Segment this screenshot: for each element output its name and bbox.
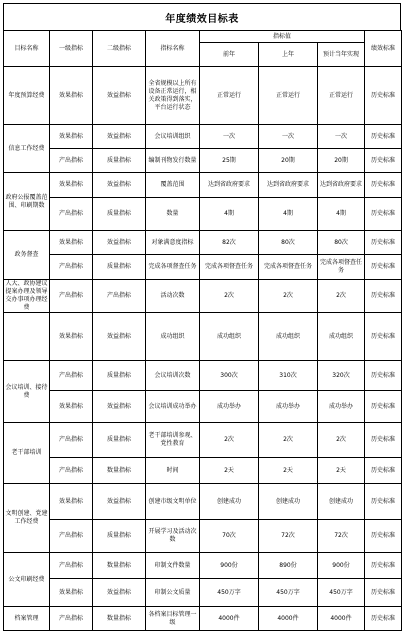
prev-year-cell: 300次 [200, 361, 259, 391]
last-year-cell: 20期 [259, 149, 318, 173]
indicator-name-cell: 完成各项督查任务 [146, 255, 200, 280]
table-row [4, 280, 402, 313]
performance-standard-cell: 历史标准 [365, 231, 402, 255]
performance-standard-cell: 历史标准 [365, 391, 402, 423]
level2-cell: 效益指标 [93, 125, 146, 149]
prev-year-cell: 450万字 [200, 579, 259, 607]
last-year-cell: 创建成功 [259, 484, 318, 520]
target-name-cell: 会议培训、接待费 [4, 361, 50, 423]
header-level2: 二级指标 [93, 31, 146, 67]
level1-cell: 效果指标 [50, 313, 93, 361]
performance-standard-cell: 历史标准 [365, 579, 402, 607]
indicator-name-cell: 印制文件数量 [146, 553, 200, 579]
last-year-cell: 一次 [259, 125, 318, 149]
last-year-cell: 成功组织 [259, 313, 318, 361]
header-expected-current: 预计当年实现 [318, 43, 365, 67]
table-row [4, 553, 402, 579]
table-row [4, 579, 402, 607]
last-year-cell: 450万字 [259, 579, 318, 607]
prev-year-cell: 82次 [200, 231, 259, 255]
table-row [4, 484, 402, 520]
level2-cell: 效益指标 [93, 67, 146, 125]
last-year-cell: 72次 [259, 520, 318, 553]
level1-cell: 产出指标 [50, 423, 93, 458]
last-year-cell: 2次 [259, 280, 318, 313]
target-name-cell: 文明创建、党建工作经费 [4, 484, 50, 553]
last-year-cell: 2天 [259, 458, 318, 484]
indicator-name-cell: 覆盖范围 [146, 173, 200, 198]
performance-standard-cell: 历史标准 [365, 67, 402, 125]
expected-current-cell: 320次 [318, 361, 365, 391]
expected-current-cell: 达到省政府要求 [318, 173, 365, 198]
prev-year-cell: 2天 [200, 458, 259, 484]
performance-standard-cell: 历史标准 [365, 125, 402, 149]
header-performance-standard: 绩效标准 [365, 31, 402, 67]
indicator-name-cell: 活动次数 [146, 280, 200, 313]
level2-cell: 质量指标 [93, 149, 146, 173]
prev-year-cell: 4000件 [200, 607, 259, 631]
target-name-cell: 年度预算经费 [4, 67, 50, 125]
level2-cell: 质量指标 [93, 520, 146, 553]
indicator-name-cell: 数量 [146, 198, 200, 231]
indicator-name-cell: 会议培训次数 [146, 361, 200, 391]
header-indicator-name: 指标名称 [146, 31, 200, 67]
last-year-cell: 正常运行 [259, 67, 318, 125]
level2-cell: 质量指标 [93, 361, 146, 391]
level1-cell: 产出指标 [50, 607, 93, 631]
performance-standard-cell: 历史标准 [365, 553, 402, 579]
level1-cell: 效果指标 [50, 125, 93, 149]
performance-standard-cell: 历史标准 [365, 198, 402, 231]
table-row [4, 255, 402, 280]
level1-cell: 效果指标 [50, 391, 93, 423]
performance-standard-cell: 历史标准 [365, 607, 402, 631]
prev-year-cell: 成功组织 [200, 313, 259, 361]
level2-cell: 质量指标 [93, 423, 146, 458]
prev-year-cell: 25期 [200, 149, 259, 173]
indicator-name-cell: 创建市级文明单位 [146, 484, 200, 520]
indicator-name-cell: 开展学习及活动次数 [146, 520, 200, 553]
level1-cell: 产出指标 [50, 361, 93, 391]
expected-current-cell: 20期 [318, 149, 365, 173]
expected-current-cell: 80次 [318, 231, 365, 255]
prev-year-cell: 900份 [200, 553, 259, 579]
table-row [4, 125, 402, 149]
expected-current-cell: 正常运行 [318, 67, 365, 125]
indicator-name-cell: 老干部培训参观、党性教育 [146, 423, 200, 458]
table-row [4, 67, 402, 125]
target-name-cell: 信息工作经费 [4, 125, 50, 173]
expected-current-cell: 2天 [318, 458, 365, 484]
performance-standard-cell: 历史标准 [365, 313, 402, 361]
prev-year-cell: 4期 [200, 198, 259, 231]
target-name-cell: 政府公报覆盖范围、印刷期数 [4, 173, 50, 231]
indicator-name-cell: 全省规模以上所有设备正常运行，相关政策得到落实，平台运行状态 [146, 67, 200, 125]
performance-standard-cell: 历史标准 [365, 361, 402, 391]
expected-current-cell: 2次 [318, 280, 365, 313]
level2-cell: 效益指标 [93, 173, 146, 198]
target-name-cell [4, 313, 50, 361]
header-row-1 [4, 31, 402, 43]
performance-standard-cell: 历史标准 [365, 149, 402, 173]
expected-current-cell: 4期 [318, 198, 365, 231]
level2-cell: 效益指标 [93, 579, 146, 607]
header-indicator-value: 指标值 [200, 31, 365, 43]
level2-cell: 效益指标 [93, 313, 146, 361]
target-name-cell: 老干部培训 [4, 423, 50, 484]
target-name-cell: 档案管理 [4, 607, 50, 631]
level1-cell: 效果指标 [50, 231, 93, 255]
header-last-year: 上年 [259, 43, 318, 67]
performance-standard-cell: 历史标准 [365, 423, 402, 458]
level1-cell: 效果指标 [50, 67, 93, 125]
level2-cell: 数量指标 [93, 553, 146, 579]
prev-year-cell: 2次 [200, 423, 259, 458]
table-row [4, 198, 402, 231]
indicator-name-cell: 印制公文质量 [146, 579, 200, 607]
table-row [4, 391, 402, 423]
target-name-cell: 人大、政协建议提案办理及领导交办事项办理经费 [5, 280, 48, 311]
expected-current-cell: 成功举办 [318, 391, 365, 423]
prev-year-cell: 达到省政府要求 [200, 173, 259, 198]
level2-cell: 质量指标 [93, 255, 146, 280]
performance-table [3, 30, 402, 631]
level1-cell: 产出指标 [50, 149, 93, 173]
expected-current-cell: 2次 [318, 423, 365, 458]
indicator-name-cell: 对象满意度指标 [146, 231, 200, 255]
level1-cell: 效果指标 [50, 484, 93, 520]
table-row [4, 149, 402, 173]
level1-cell: 产出指标 [50, 280, 93, 313]
performance-standard-cell: 历史标准 [365, 280, 402, 313]
expected-current-cell: 900份 [318, 553, 365, 579]
sheet-title: 年度绩效目标表 [3, 3, 401, 31]
level2-cell: 质量指标 [93, 198, 146, 231]
expected-current-cell: 4000件 [318, 607, 365, 631]
header-level1: 一级指标 [50, 31, 93, 67]
performance-standard-cell: 历史标准 [365, 484, 402, 520]
table-row [4, 231, 402, 255]
expected-current-cell: 一次 [318, 125, 365, 149]
table-row [4, 423, 402, 458]
prev-year-cell: 70次 [200, 520, 259, 553]
expected-current-cell: 创建成功 [318, 484, 365, 520]
performance-standard-cell: 历史标准 [365, 255, 402, 280]
last-year-cell: 完成各项督查任务 [259, 255, 318, 280]
level1-cell: 效果指标 [50, 579, 93, 607]
prev-year-cell: 创建成功 [200, 484, 259, 520]
level2-cell: 数量指标 [93, 607, 146, 631]
last-year-cell: 4000件 [259, 607, 318, 631]
expected-current-cell: 完成各项督查任务 [318, 255, 365, 280]
level2-cell: 产出指标 [93, 280, 146, 313]
last-year-cell: 达到省政府要求 [259, 173, 318, 198]
indicator-name-cell: 成功组织 [146, 313, 200, 361]
target-name-cell: 政务督查 [4, 231, 50, 280]
level2-cell: 效益指标 [93, 391, 146, 423]
level1-cell: 产出指标 [50, 198, 93, 231]
prev-year-cell: 成功举办 [200, 391, 259, 423]
level1-cell: 产出指标 [50, 458, 93, 484]
performance-standard-cell: 历史标准 [365, 458, 402, 484]
performance-standard-cell: 历史标准 [365, 173, 402, 198]
table-row [4, 607, 402, 631]
indicator-name-cell: 各档案目标管理一级 [146, 607, 200, 631]
level1-cell: 产出指标 [50, 553, 93, 579]
prev-year-cell: 完成各项督查任务 [200, 255, 259, 280]
level1-cell: 产出指标 [50, 255, 93, 280]
header-target-name: 目标名称 [4, 31, 50, 67]
level2-cell: 数量指标 [93, 458, 146, 484]
table-row [4, 458, 402, 484]
last-year-cell: 80次 [259, 231, 318, 255]
prev-year-cell: 一次 [200, 125, 259, 149]
table-row [4, 361, 402, 391]
table-row [4, 173, 402, 198]
indicator-name-cell: 会议培训组织 [146, 125, 200, 149]
level2-cell: 效益指标 [93, 484, 146, 520]
target-name-cell: 公文印刷经费 [4, 553, 50, 607]
level1-cell: 产出指标 [50, 520, 93, 553]
last-year-cell: 890份 [259, 553, 318, 579]
indicator-name-cell: 会议培训成功举办 [146, 391, 200, 423]
level2-cell: 效益指标 [93, 231, 146, 255]
expected-current-cell: 450万字 [318, 579, 365, 607]
header-prev-year: 前年 [200, 43, 259, 67]
indicator-name-cell: 编制刊物发行数量 [146, 149, 200, 173]
last-year-cell: 310次 [259, 361, 318, 391]
last-year-cell: 2次 [259, 423, 318, 458]
indicator-name-cell: 时间 [146, 458, 200, 484]
table-row [4, 520, 402, 553]
table-row [4, 313, 402, 361]
expected-current-cell: 72次 [318, 520, 365, 553]
performance-standard-cell: 历史标准 [365, 520, 402, 553]
prev-year-cell: 正常运行 [200, 67, 259, 125]
last-year-cell: 成功举办 [259, 391, 318, 423]
level1-cell: 效果指标 [50, 173, 93, 198]
expected-current-cell: 成功组织 [318, 313, 365, 361]
prev-year-cell: 2次 [200, 280, 259, 313]
last-year-cell: 4期 [259, 198, 318, 231]
